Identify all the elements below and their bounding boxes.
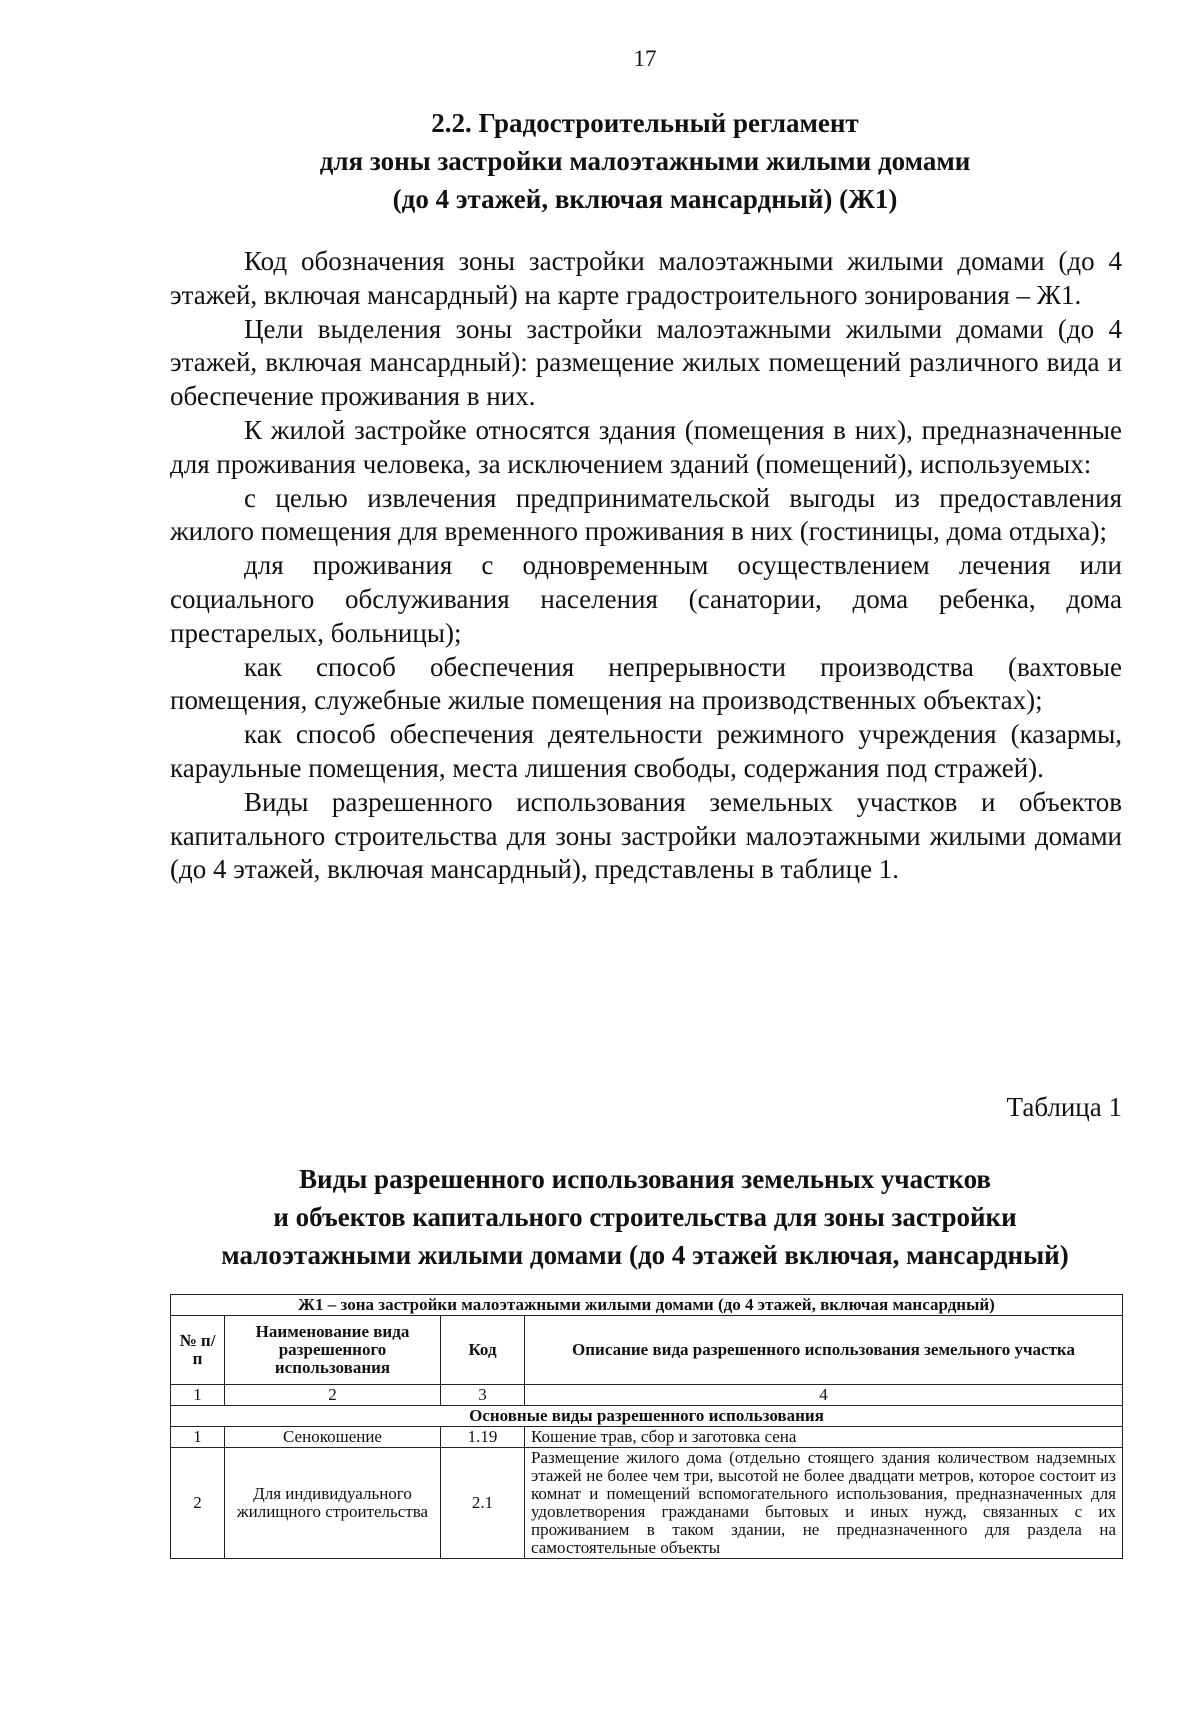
row-code: 2.1 [441, 1448, 525, 1559]
table-heading-line: и объектов капитального строительства для зоны застройки [273, 1202, 1017, 1232]
header-code: Код [441, 1316, 525, 1385]
column-number: 4 [525, 1385, 1123, 1406]
paragraph-zone-code: Код обозначения зоны застройки малоэтажными жилыми домами (до 4 этажей, включая мансардный) на карте градостроительного зонирования – Ж1. [170, 246, 1122, 310]
section-heading [150, 104, 1140, 218]
column-number: 1 [171, 1385, 225, 1406]
section-heading-line: для зоны застройки малоэтажными жилыми домами [319, 146, 971, 176]
header-num: № п/п [171, 1316, 225, 1385]
paragraph-residential-definition: К жилой застройке относятся здания (помещения в них), предназначенные для проживания человека, за исключением зданий (помещений), используемых: [170, 414, 1122, 479]
land-use-table [170, 1294, 1123, 1559]
section-heading-line: (до 4 этажей, включая мансардный) (Ж1) [392, 184, 898, 214]
table-heading-line: малоэтажными жилыми домами (до 4 этажей включая, мансардный) [221, 1240, 1069, 1270]
paragraph-exclusion-regime: как способ обеспечения деятельности режимного учреждения (казармы, караульные помещения, места лишения свободы, содержания под стражей). [170, 719, 1122, 783]
paragraph-table-reference: Виды разрешенного использования земельных участков и объектов капитального строительства для зоны застройки малоэтажными жилыми домами (до 4 этажей, включая мансардный), представлены в таблице 1. [170, 786, 1122, 885]
paragraph-exclusion-shift: как способ обеспечения непрерывности производства (вахтовые помещения, служебные жилые помещения на производственных объектах); [170, 651, 1122, 716]
table-caption: Таблица 1 [1006, 1092, 1122, 1122]
table-row [171, 1427, 1123, 1448]
section-row-main-uses: Основные виды разрешенного использования [171, 1406, 1123, 1427]
body-text [170, 245, 1122, 887]
row-description: Размещение жилого дома (отдельно стоящего здания количеством надземных этажей не более чем три, высотой не более двадцати метров, которое состоит из комнат и помещений вспомогательного использования, предназначенных для удовлетворения гражданами бытовых и иных нужд, связанных с их проживанием в таком здании, не предназначенного для раздела на самостоятельные объекты [525, 1448, 1123, 1559]
column-number: 2 [225, 1385, 441, 1406]
column-number: 3 [441, 1385, 525, 1406]
page-number: 17 [633, 46, 657, 71]
row-code: 1.19 [441, 1427, 525, 1448]
table-row [171, 1448, 1123, 1559]
paragraph-exclusion-hotels: с целью извлечения предпринимательской выгоды из предоставления жилого помещения для временного проживания в них (гостиницы, дома отдыха); [170, 482, 1122, 547]
row-num: 1 [171, 1427, 225, 1448]
table-heading [130, 1160, 1160, 1274]
header-description: Описание вида разрешенного использования земельного участка [525, 1316, 1123, 1385]
table-heading-line: Виды разрешенного использования земельных участков [299, 1164, 991, 1194]
row-name: Для индивидуального жилищного строительства [225, 1448, 441, 1559]
row-num: 2 [171, 1448, 225, 1559]
header-name: Наименование вида разрешенного использования [225, 1316, 441, 1385]
zone-title-cell: Ж1 – зона застройки малоэтажными жилыми домами (до 4 этажей, включая мансардный) [171, 1295, 1123, 1316]
section-heading-line: 2.2. Градостроительный регламент [431, 108, 859, 138]
row-name: Сенокошение [225, 1427, 441, 1448]
row-description: Кошение трав, сбор и заготовка сена [525, 1427, 1123, 1448]
paragraph-exclusion-medical: для проживания с одновременным осуществлением лечения или социального обслуживания населения (санатории, дома ребенка, дома престарелых, больницы); [170, 550, 1122, 648]
paragraph-zone-goals: Цели выделения зоны застройки малоэтажными жилыми домами (до 4 этажей, включая мансардный): размещение жилых помещений различного вида и обеспечение проживания в них. [170, 313, 1122, 412]
